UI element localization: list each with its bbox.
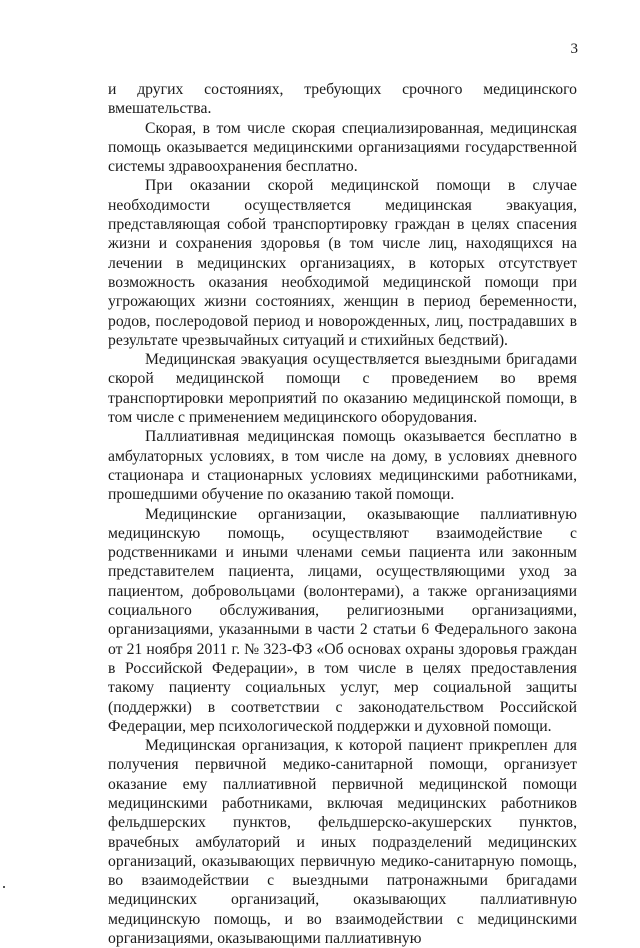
paragraph-continuation: и других состояниях, требующих срочного медицинского вмешательства. bbox=[108, 81, 577, 118]
paragraph-palliative-care: Паллиативная медицинская помощь оказывается бесплатно в амбулаторных условиях, в том числе на дому, в условиях дневного стационара и стационарных условиях медицинскими работниками, прошедшими обучение по оказанию такой помощи. bbox=[108, 428, 577, 504]
paragraph-palliative-organizations: Медицинские организации, оказывающие паллиативную медицинскую помощь, осуществляют взаимодействие с родственниками и иными членами семьи пациента или законным представителем пациента, лицами, осуществляющими уход за пациентом, добровольцами (волонтерами), а также организациями социального обслуживания, религиозными организациями, организациями, указанными в части 2 статьи 6 Федерального закона от 21 ноября 2011 г. № 323-ФЗ «Об основах охраны здоровья граждан в Российской Федерации», в том числе в целях предоставления такому пациенту социальных услуг, мер социальной защиты (поддержки) в соответствии с законодательством Российской Федерации, мер психологической поддержки и духовной помощи. bbox=[108, 505, 577, 735]
paragraph-evacuation-teams: Медицинская эвакуация осуществляется выездными бригадами скорой медицинской помощи с проведением во время транспортировки мероприятий по оказанию медицинской помощи, в том числе с применением медицинского оборудования. bbox=[108, 351, 577, 427]
document-body bbox=[108, 80, 577, 948]
scan-speck bbox=[3, 886, 5, 888]
paragraph-emergency-care: Скорая, в том числе скорая специализированная, медицинская помощь оказывается медицинскими организациями государственной системы здравоохранения бесплатно. bbox=[108, 119, 577, 176]
paragraph-medical-evacuation: При оказании скорой медицинской помощи в случае необходимости осуществляется медицинская эвакуация, представляющая собой транспортировку граждан в целях спасения жизни и сохранения здоровья (в том числе лиц, находящихся на лечении в медицинских организациях, в которых отсутствует возможность оказания необходимой медицинской помощи при угрожающих жизни состояниях, женщин в период беременности, родов, послеродовой период и новорожденных, лиц, пострадавших в результате чрезвычайных ситуаций и стихийных бедствий). bbox=[108, 177, 577, 349]
page-number: 3 bbox=[570, 41, 578, 57]
paragraph-primary-care-organization: Медицинская организация, к которой пациент прикреплен для получения первичной медико-санитарной помощи, организует оказание ему паллиативной первичной медицинской помощи медицинскими работниками, включая медицинских работников фельдшерских пунктов, фельдшерско-акушерских пунктов, врачебных амбулаторий и иных подразделений медицинских организаций, оказывающих первичную медико-санитарную помощь, во взаимодействии с выездными патронажными бригадами медицинских организаций, оказывающих паллиативную медицинскую помощь, и во взаимодействии с медицинскими организациями, оказывающими паллиативную bbox=[108, 737, 577, 948]
